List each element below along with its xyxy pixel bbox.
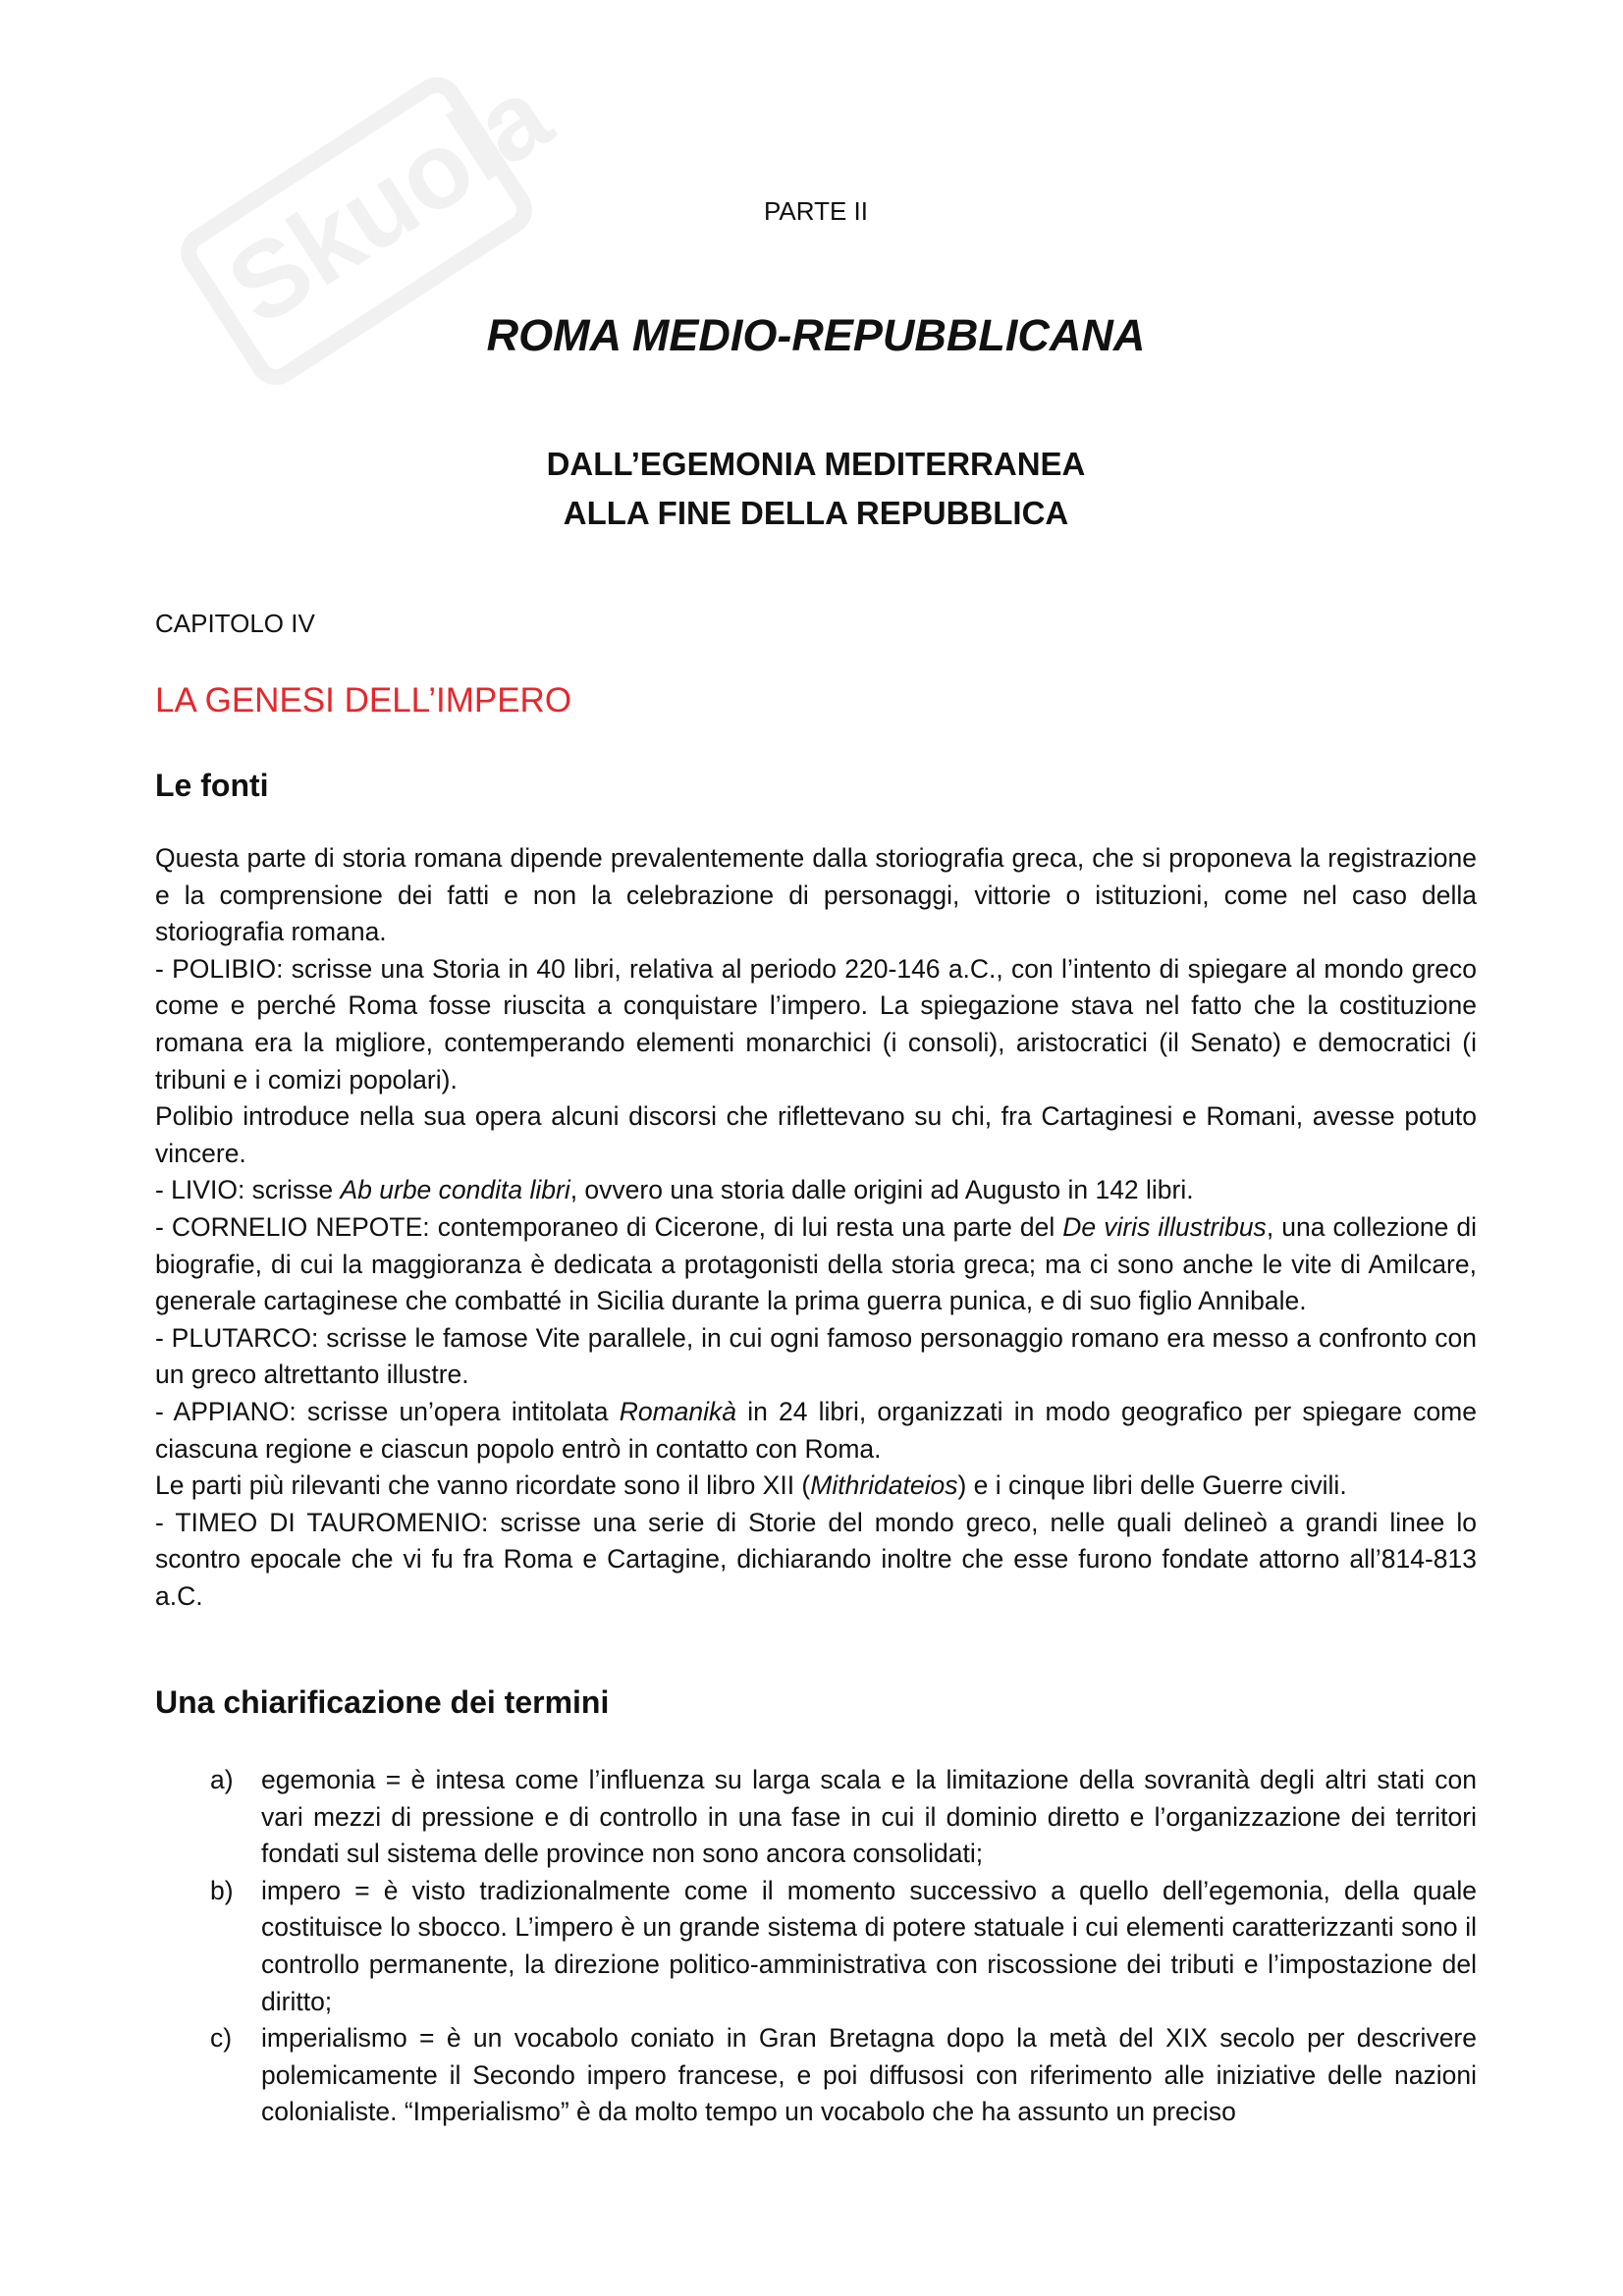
- list-marker: c): [210, 2023, 233, 2054]
- subtitle: [155, 440, 1477, 538]
- paragraph-livio: [155, 1172, 1477, 1209]
- main-title: ROMA MEDIO-REPUBBLICANA: [486, 310, 1146, 360]
- watermark-text: Skuola: [207, 54, 570, 348]
- section-heading-fonti: Le fonti: [155, 768, 269, 803]
- paragraph-timeo: - TIMEO DI TAUROMENIO: scrisse una serie di Storie del mondo greco, nelle quali delineò a grandi linee lo scontro epocale che vi fu fra Roma e Cartagine, dichiarando inoltre che esse furono fondate attorno all’814-813 a.C.: [155, 1507, 1477, 1611]
- list-marker: a): [210, 1765, 234, 1794]
- section-heading-termini: Una chiarificazione dei termini: [155, 1684, 610, 1720]
- terms-list: [155, 1762, 1477, 2131]
- list-item: [155, 2020, 1477, 2131]
- list-marker: b): [210, 1875, 234, 1905]
- parti-work-title: Mithridateios: [810, 1470, 958, 1501]
- subtitle-line-2: ALLA FINE DELLA REPUBBLICA: [563, 495, 1069, 531]
- part-label: PARTE II: [764, 196, 868, 226]
- nepote-text-start: - CORNELIO NEPOTE: contemporaneo di Cicerone, di lui resta una parte del: [155, 1211, 1063, 1242]
- parti-text-start: Le parti più rilevanti che vanno ricordate sono il libro XII (: [155, 1470, 811, 1501]
- list-item-text: imperialismo = è un vocabolo coniato in Gran Bretagna dopo la metà del XIX secolo per descrivere polemicamente il Secondo impero francese, e poi diffusosi con riferimento alle iniziative delle nazioni colonialiste. “Imperialismo” è da molto tempo un vocabolo che ha assunto un preciso: [261, 2023, 1477, 2127]
- paragraph-plutarco: - PLUTARCO: scrisse le famose Vite parallele, in cui ogni famoso personaggio romano era messo a confronto con un greco altrettanto illustre.: [155, 1322, 1477, 1390]
- list-item-text: egemonia = è intesa come l’influenza su larga scala e la limitazione della sovranità degli altri stati con vari mezzi di pressione e di controllo in una fase in cui il dominio diretto e l’organizzazione dei territori fondati sul sistema delle province non sono ancora consolidati;: [261, 1765, 1477, 1869]
- paragraph-intro: Questa parte di storia romana dipende prevalentemente dalla storiografia greca, che si proponeva la registrazione e la comprensione dei fatti e non la celebrazione di personaggi, vittorie o istituzioni, come nel caso della storiografia romana.: [155, 843, 1477, 947]
- livio-work-title: Ab urbe condita libri: [340, 1175, 570, 1205]
- appiano-work-title: Romanikà: [619, 1396, 737, 1426]
- chapter-title: LA GENESI DELL’IMPERO: [155, 681, 572, 720]
- livio-text-end: , ovvero una storia dalle origini ad Augusto in 142 libri.: [569, 1175, 1194, 1205]
- appiano-text-end: in 24 libri, organizzati in modo geografico per spiegare come ciascuna regione e ciascun popolo entrò in contatto con Roma.: [155, 1396, 1477, 1464]
- paragraph-polibio-2: Polibio introduce nella sua opera alcuni discorsi che riflettevano su chi, fra Cartaginesi e Romani, avesse potuto vincere.: [155, 1101, 1477, 1168]
- paragraph-parti: [155, 1468, 1477, 1505]
- paragraph-appiano: [155, 1394, 1477, 1468]
- list-item: [155, 1873, 1477, 2020]
- subtitle-line-1: DALL’EGEMONIA MEDITERRANEA: [546, 446, 1086, 482]
- nepote-text-end: , una collezione di biografie, di cui la maggioranza è dedicata a protagonisti della storia greca; ma ci sono anche le vite di Amilcare, generale cartaginese che combatté in Sicilia durante la prima guerra punica, e di suo figlio Annibale.: [155, 1211, 1477, 1316]
- list-item-text: impero = è visto tradizionalmente come il momento successivo a quello dell’egemonia, della quale costituisce lo sbocco. L’impero è un grande sistema di potere statuale i cui elementi caratterizzanti sono il controllo permanente, la direzione politico-amministrativa con riscossione dei tributi e l’impostazione del diritto;: [261, 1875, 1477, 2016]
- nepote-work-title: De viris illustribus: [1062, 1211, 1267, 1242]
- paragraph-polibio: - POLIBIO: scrisse una Storia in 40 libri, relativa al periodo 220-146 a.C., con l’intento di spiegare al mondo greco come e perché Roma fosse riuscita a conquistare l’impero. La spiegazione stava nel fatto che la costituzione romana era la migliore, contemperando elementi monarchici (i consoli), aristocratici (il Senato) e democratici (i tribuni e i comizi popolari).: [155, 953, 1477, 1095]
- livio-text-start: - LIVIO: scrisse: [155, 1175, 341, 1205]
- chapter-label: CAPITOLO IV: [155, 609, 315, 638]
- appiano-text-start: - APPIANO: scrisse un’opera intitolata: [155, 1396, 620, 1426]
- parti-text-end: ) e i cinque libri delle Guerre civili.: [957, 1470, 1347, 1501]
- paragraph-nepote: [155, 1209, 1477, 1320]
- section-body-fonti: [155, 840, 1477, 1615]
- list-item: [155, 1762, 1477, 1873]
